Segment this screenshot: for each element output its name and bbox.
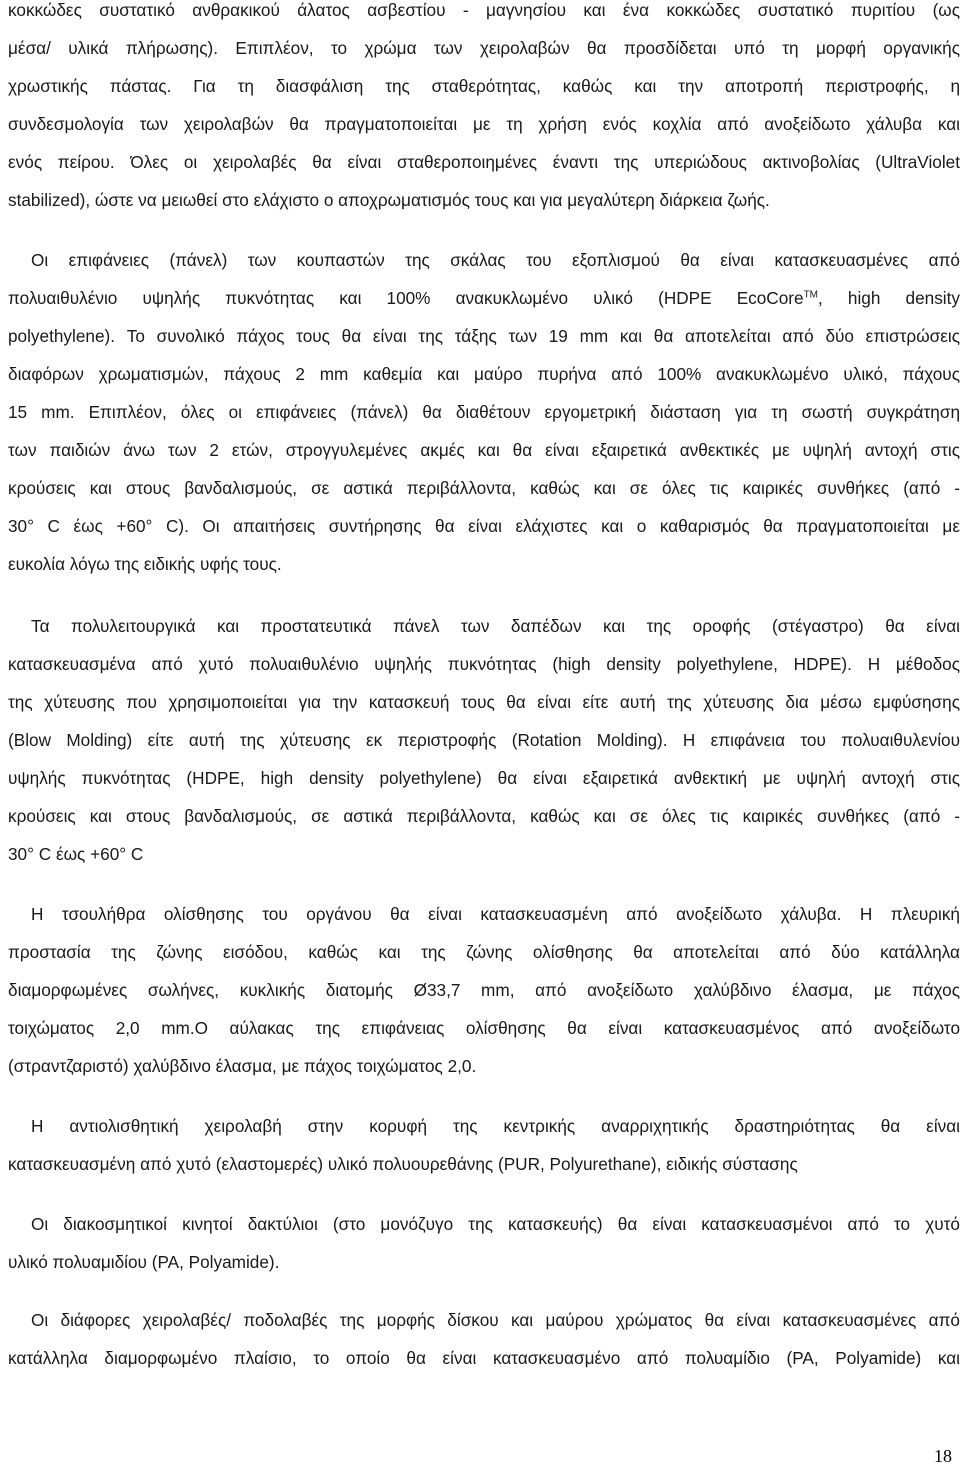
text-line: διαφόρων χρωματισμών, πάχους 2 mm καθεμία και μαύρο πυρήνα από 100% ανακυκλωμένο υλικό, πάχους — [8, 364, 960, 384]
text-line: stabilized), ώστε να μειωθεί στο ελάχιστο ο αποχρωματισμός τους και για μεγαλύτερη διάρκεια ζωής. — [8, 190, 770, 210]
page-number: 18 — [934, 1446, 952, 1466]
text-line: Η αντιολισθητική χειρολαβή στην κορυφή της κεντρικής αναρριχητικής δραστηριότητας θα είναι — [31, 1116, 960, 1136]
text-line: κοκκώδες συστατικό ανθρακικού άλατος ασβεστίου - μαγνησίου και ένα κοκκώδες συστατικό πυριτίου (ως — [8, 0, 960, 20]
text-line: (στραντζαριστό) χαλύβδινο έλασμα, με πάχος τοιχώματος 2,0. — [8, 1056, 477, 1076]
text-line: υψηλής πυκνότητας (HDPE, high density polyethylene) θα είναι εξαιρετικά ανθεκτική με υψηλή αντοχή στις — [8, 768, 960, 788]
text-line: polyethylene). Το συνολικό πάχος τους θα είναι της τάξης των 19 mm και θα αποτελείται από δύο επιστρώσεις — [8, 326, 960, 346]
text-line — [8, 288, 960, 308]
text-line: διαμορφωμένες σωλήνες, κυκλικής διατομής Ø33,7 mm, από ανοξείδωτο χαλύβδινο έλασμα, με πάχος — [8, 980, 960, 1000]
text-line: ευκολία λόγω της ειδικής υφής τους. — [8, 554, 282, 574]
text-line: κρούσεις και στους βανδαλισμούς, σε αστικά περιβάλλοντα, καθώς και σε όλες τις καιρικές συνθήκες (από - — [8, 806, 960, 826]
text-line: 30° C έως +60° C — [8, 844, 144, 864]
text-line: Η τσουλήθρα ολίσθησης του οργάνου θα είναι κατασκευασμένη από ανοξείδωτο χάλυβα. Η πλευρική — [31, 904, 960, 924]
text-line: τοιχώματος 2,0 mm.Ο αύλακας της επιφάνειας ολίσθησης θα είναι κατασκευασμένος από ανοξείδωτο — [8, 1018, 960, 1038]
text-line: κατασκευασμένα από χυτό πολυαιθυλένιο υψηλής πυκνότητας (high density polyethylene, HDPE). Η μέθοδος — [8, 654, 960, 674]
text-fragment: , high density — [818, 288, 960, 308]
text-line: 30° C έως +60° C). Οι απαιτήσεις συντήρησης θα είναι ελάχιστες και ο καθαρισμός θα πραγματοποιείται με — [8, 516, 960, 536]
text-line: κατάλληλα διαμορφωμένο πλαίσιο, το οποίο θα είναι κατασκευασμένο από πολυαμίδιο (PA, Polyamide) και — [8, 1348, 960, 1368]
text-line: της χύτευσης που χρησιμοποιείται για την κατασκευή τους θα είναι είτε αυτή της χύτευσης δια μέσω εμφύσησης — [8, 692, 960, 712]
text-line: συνδεσμολογία των χειρολαβών θα πραγματοποιείται με τη χρήση ενός κοχλία από ανοξείδωτο χάλυβα και — [8, 114, 960, 134]
text-line: χρωστικής πάστας. Για τη διασφάλιση της σταθερότητας, καθώς και την αποτροπή περιστροφής, η — [8, 76, 960, 96]
text-line: προστασία της ζώνης εισόδου, καθώς και της ζώνης ολίσθησης θα αποτελείται από δύο κατάλληλα — [8, 942, 960, 962]
text-line: κατασκευασμένη από χυτό (ελαστομερές) υλικό πολυουρεθάνης (PUR, Polyurethane), ειδικής σύστασης — [8, 1154, 798, 1174]
text-line: υλικό πολυαμιδίου (PA, Polyamide). — [8, 1252, 280, 1272]
text-line: μέσα/ υλικά πλήρωσης). Επιπλέον, το χρώμα των χειρολαβών θα προσδίδεται υπό τη μορφή οργανικής — [8, 38, 960, 58]
text-fragment: πολυαιθυλένιο υψηλής πυκνότητας και 100% ανακυκλωμένο υλικό (HDPE EcoCore — [8, 288, 804, 308]
text-line: Τα πολυλειτουργικά και προστατευτικά πάνελ των δαπέδων και της οροφής (στέγαστρο) θα είναι — [31, 616, 960, 636]
text-line: Οι επιφάνειες (πάνελ) των κουπαστών της σκάλας του εξοπλισμού θα είναι κατασκευασμένες από — [31, 250, 960, 270]
text-line: Οι διακοσμητικοί κινητοί δακτύλιοι (στο μονόζυγο της κατασκευής) θα είναι κατασκευασμένοι από το χυτό — [31, 1214, 960, 1234]
text-line: 15 mm. Επιπλέον, όλες οι επιφάνειες (πάνελ) θα διαθέτουν εργομετρική διάσταση για τη σωστή συγκράτηση — [8, 402, 960, 422]
text-line: Οι διάφορες χειρολαβές/ ποδολαβές της μορφής δίσκου και μαύρου χρώματος θα είναι κατασκευασμένες από — [31, 1310, 960, 1330]
text-line: ενός πείρου. Όλες οι χειρολαβές θα είναι σταθεροποιημένες έναντι της υπεριώδους ακτινοβολίας (UltraViolet — [8, 152, 960, 172]
trademark-superscript: TM — [803, 289, 819, 301]
text-line: (Blow Molding) είτε αυτή της χύτευσης εκ περιστροφής (Rotation Molding). Η επιφάνεια του πολυαιθυλενίου — [8, 730, 960, 750]
text-line: κρούσεις και στους βανδαλισμούς, σε αστικά περιβάλλοντα, καθώς και σε όλες τις καιρικές συνθήκες (από - — [8, 478, 960, 498]
text-line: των παιδιών άνω των 2 ετών, στρογγυλεμένες ακμές και θα είναι εξαιρετικά ανθεκτικές με υψηλή αντοχή στις — [8, 440, 960, 460]
